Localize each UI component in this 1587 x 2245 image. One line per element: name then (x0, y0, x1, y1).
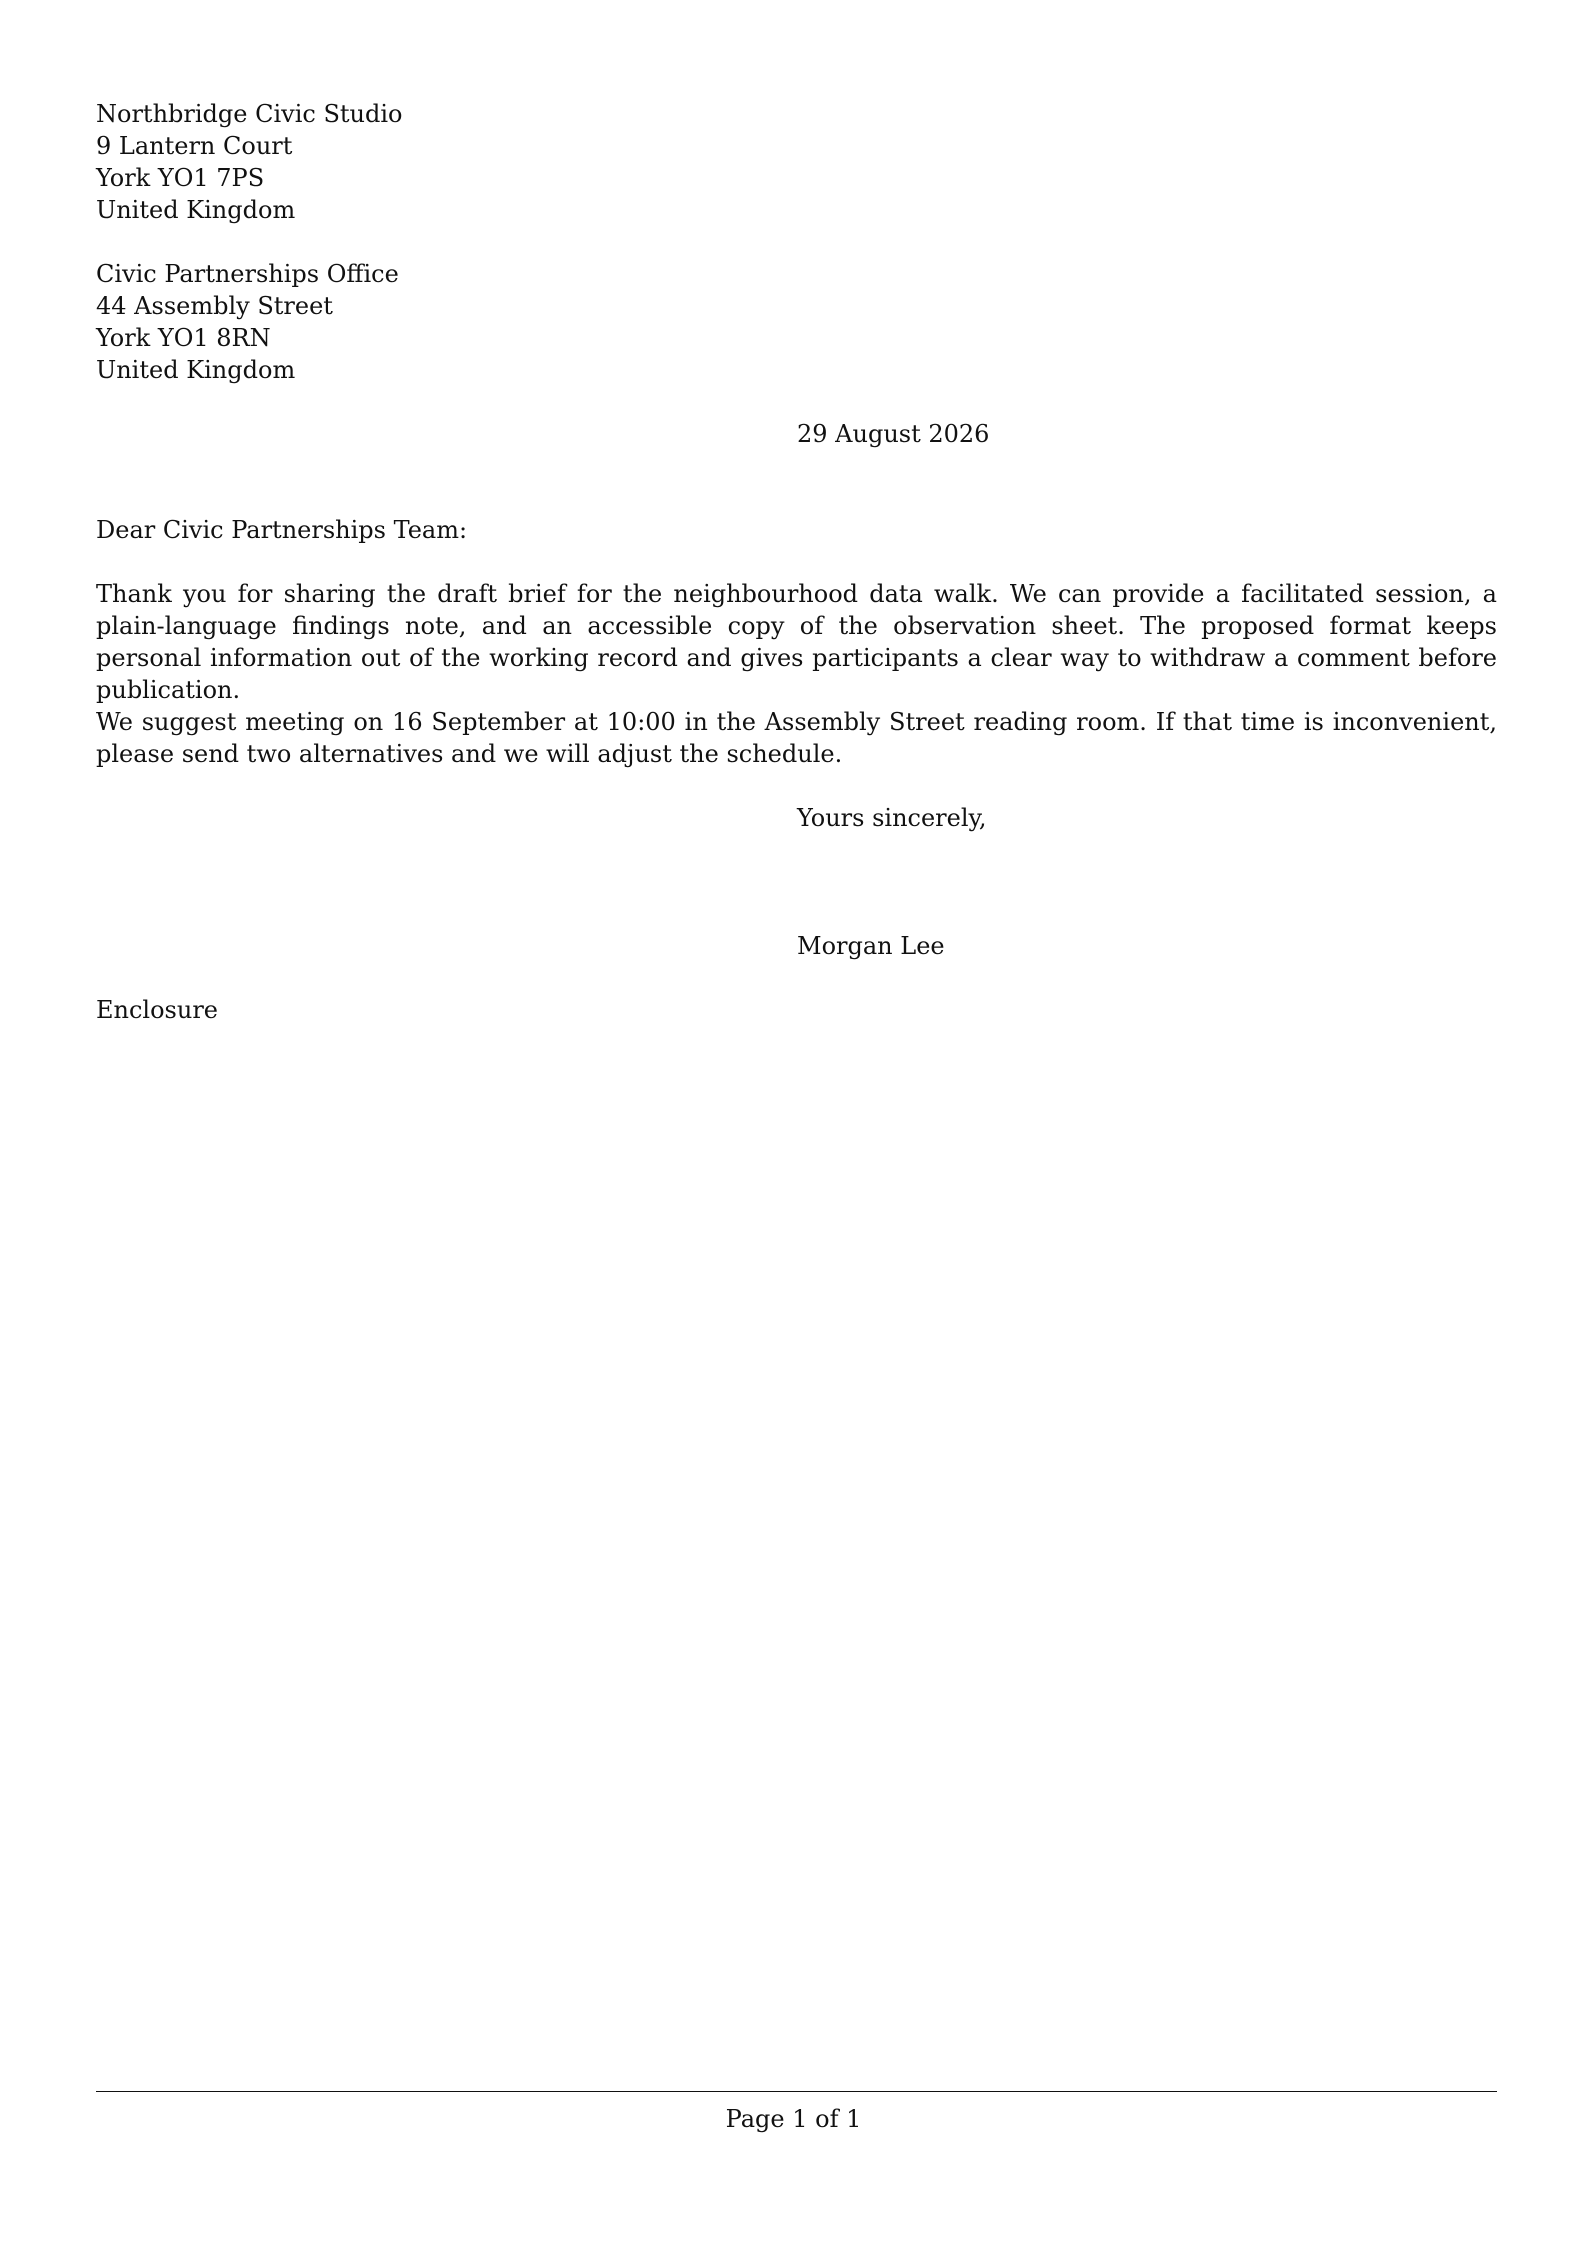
sender-address-line: Northbridge Civic Studio (96, 100, 403, 128)
recipient-address-line: York YO1 8RN (96, 324, 271, 352)
sender-address-line: 9 Lantern Court (96, 132, 293, 160)
recipient-address-line: 44 Assembly Street (96, 292, 333, 320)
page-number: Page 1 of 1 (725, 2105, 862, 2133)
recipient-address-line: Civic Partnerships Office (96, 260, 399, 288)
signature-name: Morgan Lee (797, 932, 945, 960)
footer-divider (96, 2091, 1497, 2092)
sender-address-line: York YO1 7PS (96, 164, 265, 192)
salutation: Dear Civic Partnerships Team: (96, 516, 468, 544)
body-paragraph: We suggest meeting on 16 September at 10:00 in the Assembly Street reading room. If that time is inconvenient, please send two alternatives and we will adjust the schedule. (96, 708, 1497, 768)
closing: Yours sincerely, (797, 804, 987, 832)
enclosure-note: Enclosure (96, 996, 218, 1024)
recipient-address (96, 258, 399, 386)
letter-date: 29 August 2026 (797, 420, 990, 448)
sender-address (96, 98, 402, 226)
body-paragraph: Thank you for sharing the draft brief for the neighbourhood data walk. We can provide a facilitated session, a plain-language findings note, and an accessible copy of the observation sheet. The proposed format keeps personal information out of the working record and gives participants a clear way to withdraw a comment before publication. (96, 580, 1497, 704)
recipient-address-line: United Kingdom (96, 356, 296, 384)
sender-address-line: United Kingdom (96, 196, 296, 224)
